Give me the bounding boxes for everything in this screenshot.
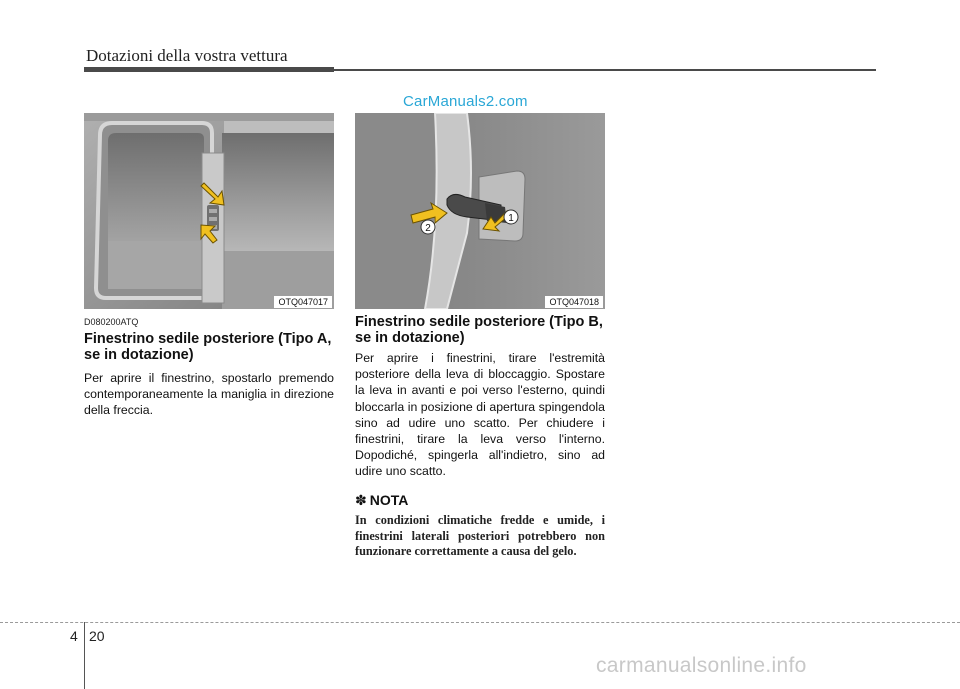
callout-1: 1 (508, 213, 514, 224)
figure-window-type-b (355, 113, 605, 309)
watermark-bottom[interactable]: carmanualsonline.info (596, 654, 807, 677)
header-rule-thin (334, 69, 876, 71)
page-header-title: Dotazioni della vostra vettura (86, 46, 288, 65)
page-number: 20 (89, 628, 105, 644)
section-code: D080200ATQ (84, 317, 139, 327)
note-heading (355, 492, 408, 509)
watermark-top[interactable]: CarManuals2.com (403, 93, 528, 110)
window-type-b-illustration (355, 113, 605, 309)
note-star-icon: ✽ (355, 493, 367, 509)
note-text: In condizioni climatiche fredde e umide, i finestrini laterali posteriori potrebbero non funzionare correttamente a causa del gelo. (355, 513, 605, 558)
figure-window-type-a (84, 113, 334, 309)
section-body-type-a: Per aprire il finestrino, spostarlo premendo contemporaneamente la maniglia in direzione della freccia. (84, 371, 334, 418)
window-type-a-illustration (84, 113, 334, 309)
section-title-type-a: Finestrino sedile posteriore (Tipo A, se in dotazione) (84, 331, 332, 363)
footer-rule (0, 622, 960, 623)
section-title-type-b: Finestrino sedile posteriore (Tipo B, se in dotazione) (355, 314, 603, 346)
footer-divider (84, 622, 85, 689)
page-chapter: 4 (70, 628, 78, 644)
callout-2: 2 (425, 223, 431, 234)
section-body-type-b: Per aprire i finestrini, tirare l'estremità posteriore della leva di bloccaggio. Spostare la leva in avanti e poi verso l'esterno, quindi bloccarla in posizione di apertura spingendola sino ad udire uno scatto. Per chiudere i finestrini, tirare la leva verso l'interno. Dopodiché, spingerla all'indietro, sino ad udire uno scatto. (355, 351, 605, 479)
figure-code: OTQ047018 (545, 296, 603, 308)
header-rule-thick (84, 67, 334, 72)
figure-code: OTQ047017 (274, 296, 332, 308)
note-title: NOTA (369, 492, 409, 508)
